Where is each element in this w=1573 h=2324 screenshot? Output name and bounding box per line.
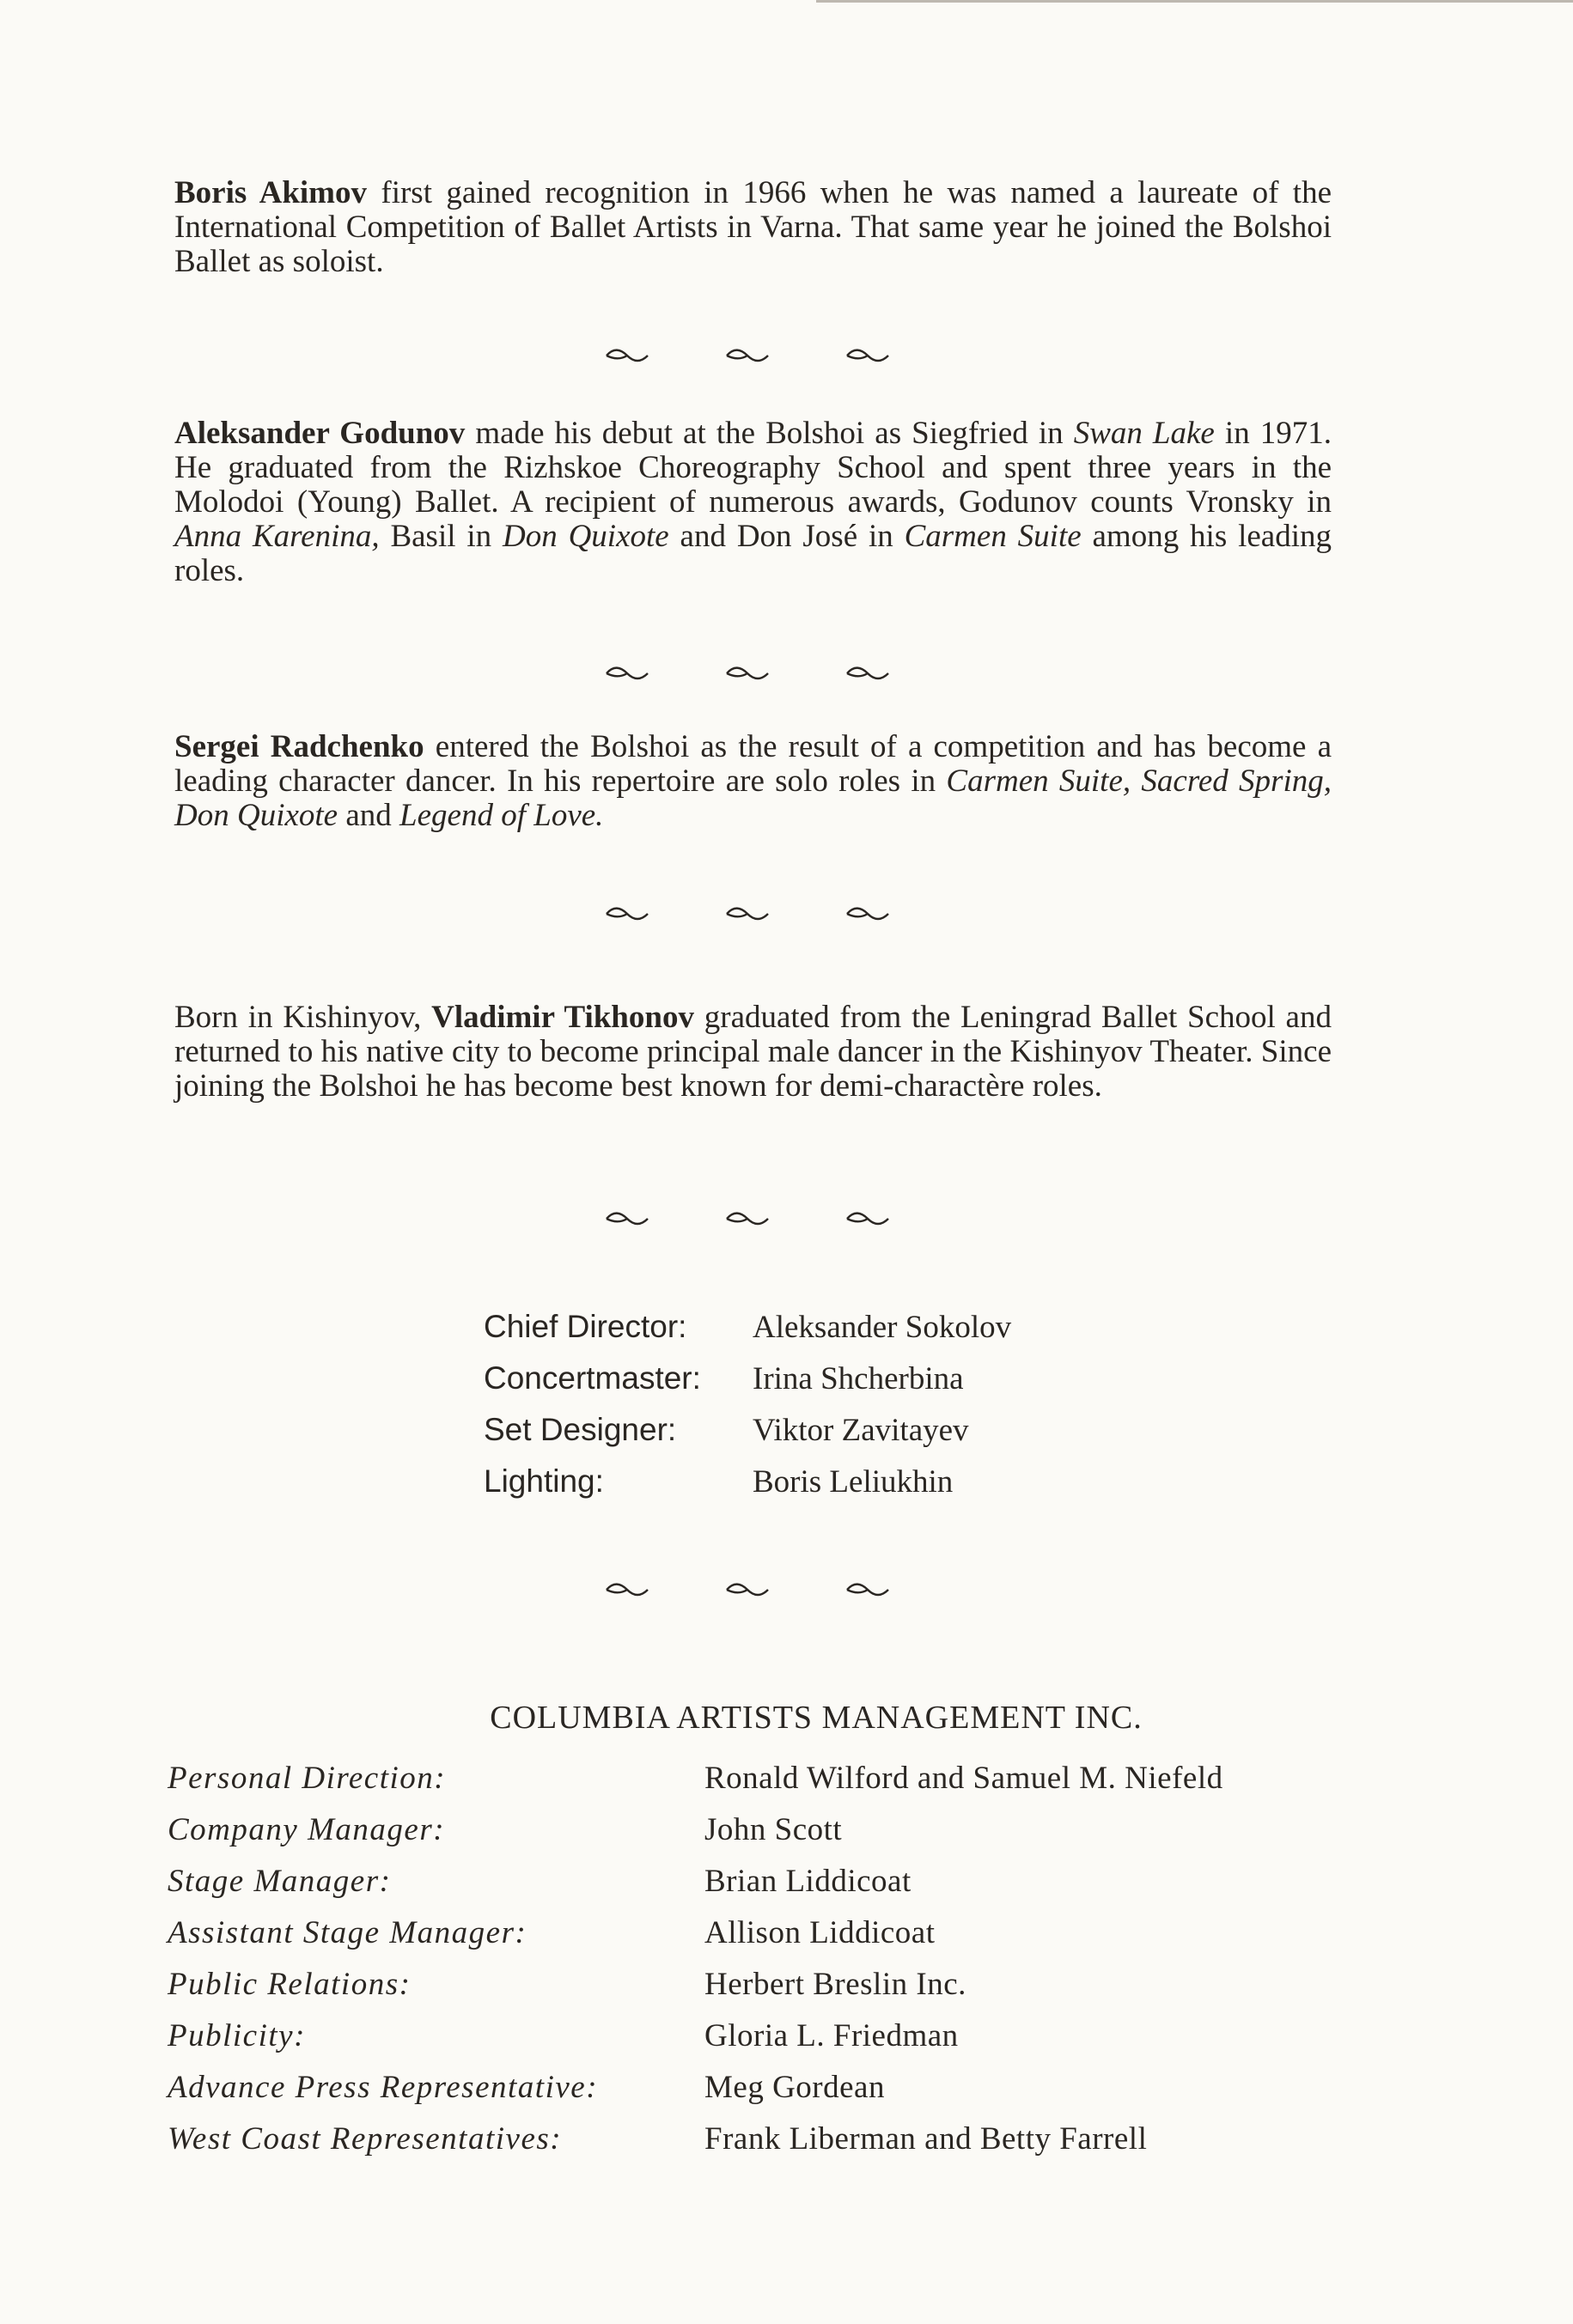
management-role: Personal Direction: bbox=[168, 1760, 447, 1796]
wave-swash-icon bbox=[722, 902, 773, 928]
bio-title: Carmen Suite, Sacred Spring, Don Quixote bbox=[174, 764, 1332, 833]
management-name: John Scott bbox=[704, 1811, 843, 1847]
management-row bbox=[168, 1907, 1353, 1958]
ornament-divider bbox=[601, 339, 893, 374]
credit-row bbox=[484, 1404, 1154, 1456]
credit-role: Set Designer: bbox=[484, 1412, 677, 1447]
credit-role: Concertmaster: bbox=[484, 1360, 701, 1396]
management-row bbox=[168, 1855, 1353, 1907]
ornament-divider bbox=[601, 657, 893, 691]
management-name: Meg Gordean bbox=[704, 2069, 885, 2105]
ornament-divider bbox=[601, 1202, 893, 1237]
management-name: Gloria L. Friedman bbox=[704, 2017, 959, 2053]
bio-text: graduated from the Leningrad Ballet School and returned to his native city to become principal male dancer in the Kishinyov Theater. Since joining the Bolshoi he has become best known for demi-charactère roles. bbox=[174, 1000, 1332, 1104]
bio-aleksander-godunov bbox=[174, 417, 1332, 588]
management-title: COLUMBIA ARTISTS MANAGEMENT INC. bbox=[490, 1700, 1143, 1736]
bio-text: made his debut at the Bolshoi as Siegfried in bbox=[465, 416, 1074, 451]
bio-name: Vladimir Tikhonov bbox=[431, 1000, 694, 1035]
bio-name: Sergei Radchenko bbox=[174, 729, 424, 764]
production-credits bbox=[484, 1301, 1154, 1507]
wave-swash-icon bbox=[722, 344, 773, 369]
bio-text: entered the Bolshoi as the result of a competition and has become a leading character dancer. In his repertoire are solo roles in bbox=[174, 729, 1332, 799]
bio-name: Boris Akimov bbox=[174, 175, 368, 210]
management-name: Allison Liddicoat bbox=[704, 1914, 936, 1950]
management-row bbox=[168, 1958, 1353, 2010]
wave-swash-icon bbox=[601, 344, 653, 369]
management-row bbox=[168, 2061, 1353, 2113]
bio-title: Anna Karenina, bbox=[174, 519, 380, 554]
wave-swash-icon bbox=[722, 1207, 773, 1232]
bio-text: among his leading roles. bbox=[174, 519, 1332, 588]
management-name: Ronald Wilford and Samuel M. Niefeld bbox=[704, 1760, 1223, 1796]
bio-sergei-radchenko bbox=[174, 730, 1332, 833]
management-list bbox=[168, 1752, 1353, 2164]
management-role: Publicity: bbox=[168, 2017, 306, 2053]
management-role: Stage Manager: bbox=[168, 1863, 392, 1899]
bio-text: Basil in bbox=[379, 519, 503, 554]
credit-row bbox=[484, 1456, 1154, 1507]
management-row bbox=[168, 1804, 1353, 1855]
management-role: Assistant Stage Manager: bbox=[168, 1914, 527, 1950]
wave-swash-icon bbox=[842, 1578, 893, 1603]
management-row bbox=[168, 2010, 1353, 2061]
management-row bbox=[168, 2113, 1353, 2164]
bio-title: Don Quixote bbox=[503, 519, 669, 554]
top-edge-rule bbox=[816, 0, 1573, 3]
credit-row bbox=[484, 1301, 1154, 1353]
ornament-divider bbox=[601, 897, 893, 932]
management-role: West Coast Representatives: bbox=[168, 2120, 563, 2157]
wave-swash-icon bbox=[601, 902, 653, 928]
bio-boris-akimov bbox=[174, 176, 1332, 279]
management-name: Brian Liddicoat bbox=[704, 1863, 911, 1899]
management-row bbox=[168, 1752, 1353, 1804]
management-name: Frank Liberman and Betty Farrell bbox=[704, 2120, 1148, 2157]
credit-name: Viktor Zavitayev bbox=[753, 1412, 969, 1448]
management-role: Advance Press Representative: bbox=[168, 2069, 599, 2105]
credit-role: Chief Director: bbox=[484, 1309, 687, 1344]
wave-swash-icon bbox=[722, 661, 773, 687]
ornament-divider bbox=[601, 1573, 893, 1608]
bio-vladimir-tikhonov bbox=[174, 1001, 1332, 1104]
management-name: Herbert Breslin Inc. bbox=[704, 1966, 966, 2002]
credit-row bbox=[484, 1353, 1154, 1404]
bio-text: and Don José in bbox=[668, 519, 905, 554]
wave-swash-icon bbox=[842, 661, 893, 687]
bio-text: and bbox=[338, 798, 400, 833]
bio-name: Aleksander Godunov bbox=[174, 416, 466, 451]
wave-swash-icon bbox=[601, 1578, 653, 1603]
bio-title: Swan Lake bbox=[1073, 416, 1215, 451]
wave-swash-icon bbox=[601, 1207, 653, 1232]
wave-swash-icon bbox=[601, 661, 653, 687]
bio-title: Legend of Love. bbox=[399, 798, 604, 833]
credit-name: Aleksander Sokolov bbox=[753, 1309, 1012, 1345]
wave-swash-icon bbox=[842, 1207, 893, 1232]
bio-text: Born in Kishinyov, bbox=[174, 1000, 432, 1035]
management-role: Company Manager: bbox=[168, 1811, 446, 1847]
credit-name: Boris Leliukhin bbox=[753, 1463, 954, 1500]
credit-name: Irina Shcherbina bbox=[753, 1360, 964, 1396]
wave-swash-icon bbox=[842, 344, 893, 369]
management-role: Public Relations: bbox=[168, 1966, 412, 2002]
bio-title: Carmen Suite bbox=[904, 519, 1082, 554]
wave-swash-icon bbox=[722, 1578, 773, 1603]
bio-text: in 1971. He graduated from the Rizhskoe Choreography School and spent three years in the Molodoi (Young) Ballet. A recipient of numerous awards, Godunov counts Vronsky in bbox=[174, 416, 1332, 520]
wave-swash-icon bbox=[842, 902, 893, 928]
bio-text: first gained recognition in 1966 when he was named a laureate of the International Competition of Ballet Artists in Varna. That same year he joined the Bolshoi Ballet as soloist. bbox=[174, 175, 1332, 279]
credit-role: Lighting: bbox=[484, 1463, 604, 1499]
